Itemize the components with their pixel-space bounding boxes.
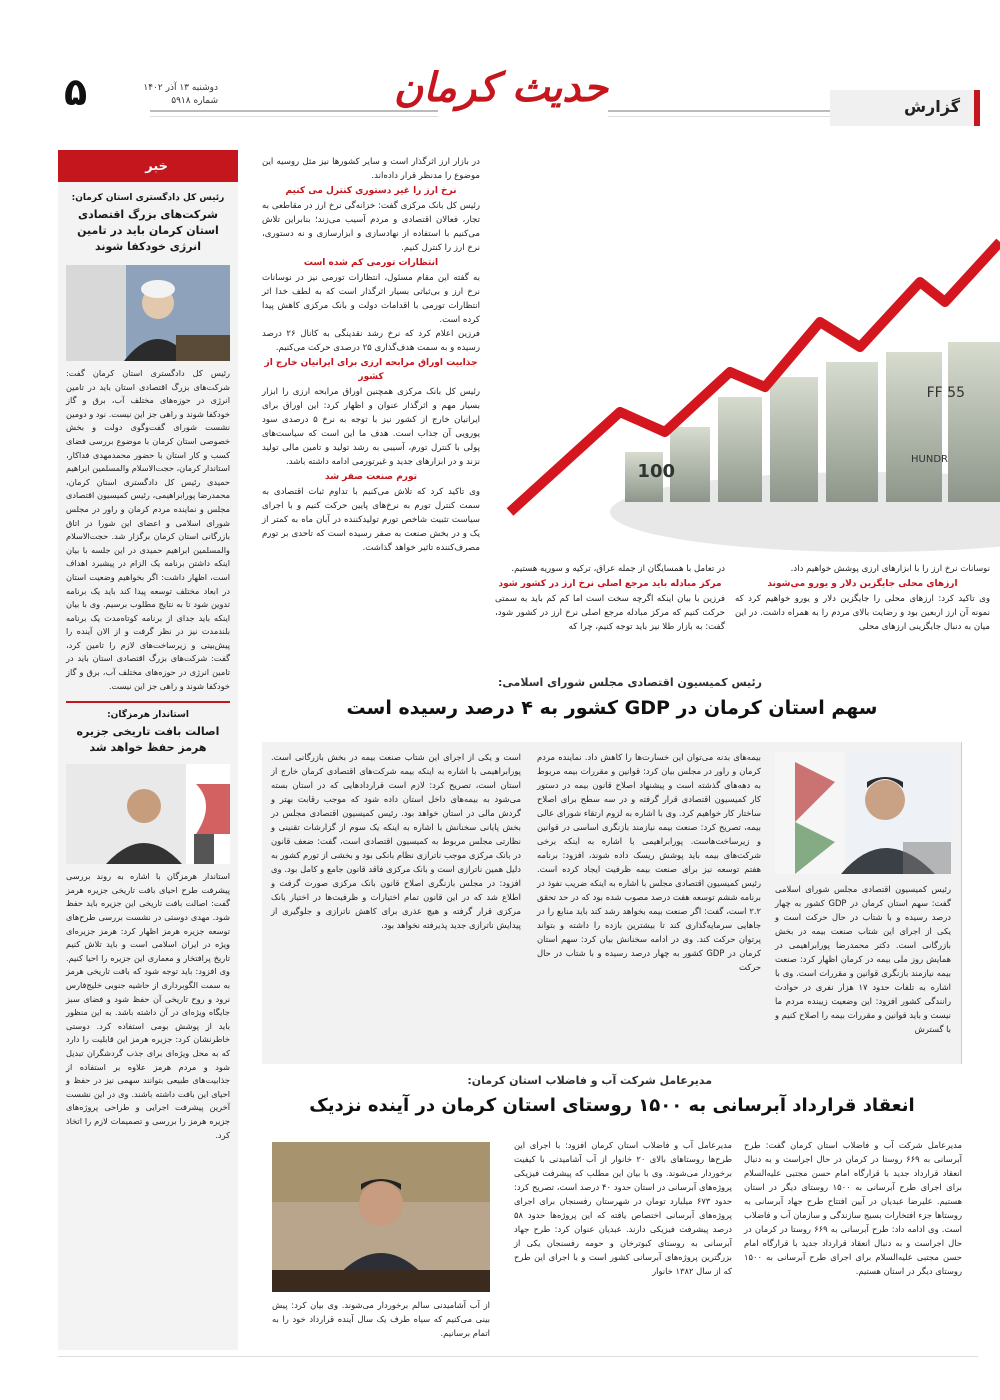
news2-title: اصالت بافت تاریخی جزیره هرمز حفظ خواهد شد: [76, 725, 220, 755]
currency-p-l4: فرزین اعلام کرد که نرخ رشد نقدینگی به کانال ۲۶ درصد رسیده و به سمت هدف‌گذاری ۲۵ درصدی حرکت می‌کنیم.: [262, 329, 480, 353]
news-label-bar: [58, 154, 238, 182]
bill-label-2: 100: [637, 461, 675, 482]
news1-photo: [66, 265, 230, 361]
rising-arrow-graphic: [490, 172, 1000, 552]
currency-p-mid2: فرزین با بیان اینکه اگرچه سخت است اما کم کم باید به سمتی حرکت کنیم که مرکز مبادله مرجع اصلی نرخ ارز در کشور شود، گفت: به بازار طلا نیز باید توجه کنیم، چرا که: [495, 594, 725, 632]
news-label: خبر: [145, 159, 168, 174]
page-number: ۵: [64, 70, 88, 114]
bill-label-3: HUNDR: [911, 454, 948, 465]
bill-stack-4: [770, 377, 818, 502]
currency-chart-photo: [490, 172, 1000, 552]
gdp-title: سهم استان کرمان در GDP کشور به ۴ درصد رسیده است: [346, 697, 878, 719]
logo-text: حدیث کرمان: [393, 64, 608, 111]
page-header: [0, 40, 1000, 140]
bill-stack-3: [718, 397, 762, 502]
date-block: [118, 82, 218, 108]
currency-h-bonds: جذابیت اوراق مرابحه ارزی برای ایرانیان خارج از کشور: [264, 358, 478, 382]
currency-p-l2: رئیس کل بانک مرکزی گفت: خزانه‌گی نرخ ارز در مقاطعی به تجار، فعالان اقتصادی و مردم آسیب می‌زند؛ بنابراین تلاش می‌کنیم با استفاده از نهادسازی و ابزارسازی و نه دستوری، نرخ ارز را کنترل کنیم.: [262, 201, 480, 253]
water-box: [262, 1138, 962, 1348]
currency-p-l6: وی تاکید کرد که تلاش می‌کنیم با تداوم ثبات اقتصادی به سمت کنترل تورم به نرخ‌های پایین حرکت کنیم و با اجرای سیاست تثبیت شاخص تورم تولیدکننده در آبان ماه به کمتر از یک و در بخش صنعت به صفر رسیده است که تاحدی بر تورم مصرف‌کننده تاثیر خواهد گذاشت.: [262, 487, 480, 553]
bill-stack-2: [670, 427, 710, 502]
bill-stack-7: [948, 342, 1000, 502]
gdp-col1: بیمه‌های بدنه می‌توان این خسارت‌ها را کاهش داد. نماینده مردم کرمان و راور در مجلس بیان کرد: قوانین و مقررات بیمه مربوط به دهه‌های گذشته است و پیشنهاد اصلاح قانون بیمه در دستور کار کمیسیون اقتصادی قرار گرفته و در سه سطح برای اصلاح ساختار کار خواهیم کرد. وی با اشاره به لزوم ارتقاء شورای عالی بیمه، تصریح کرد: صنعت بیمه نیازمند بازنگری اساسی در قوانین و زیرساخت‌هاست. پورابراهیمی با اشاره به اینکه برخی شرکت‌های بیمه باید پوشش ریسک داده شوند، افزود: برنامه هفتم توسعه نیز برای صنعت بیمه ظرفیت ایجاد کرده است. رئیس کمیسیون اقتصادی مجلس با اشاره به اینکه ضریب نفوذ در برنامه ششم توسعه هفت درصد مصوب شده بود که در حد تحقق ۲.۲ است، گفت: اگر صنعت بیمه بخواهد رشد کند باید منابع را در جاهایی سرمایه‌گذاری کند تا بیشترین بازده را داشته و بتواند پرتوان حرکت کند. وی در ادامه سخنانش بیان کرد: سهم استان کرمان در GDP کشور به چهار درصد رسیده و با شتاب در حال حرکت: [537, 752, 761, 972]
currency-h-local: ارزهای محلی جایگزین دلار و یورو می‌شوند: [767, 579, 958, 589]
water-portrait: [272, 1142, 490, 1292]
news2-kicker: استاندار هرمزگان:: [107, 710, 189, 721]
section-tab: [830, 90, 980, 126]
bill-stack-6: [886, 352, 942, 502]
bill-label-1: FF 55: [926, 385, 965, 401]
news2-body: استاندار هرمزگان با اشاره به روند بررسی پیشرفت طرح احیای بافت تاریخی جزیره هرمز گفت: اصالت بافت تاریخی این جزیره باید حفظ شود. مهدی دوستی در نشست بررسی طرح‌های توسعه جزیره هرمز اظهار کرد: هرمز جزیره‌ای ویژه در ایران اسلامی است و باید تلاش کنیم تاریخ پرافتخار و معماری این جزیره را احیا کنیم. وی افزود: باید توجه شود که بافت تاریخی هرمز به سمت الگوبرداری از حاشیه جنوبی خلیج‌فارس نرود و روح تاریخی آن حفظ شود و فضای سبز جایگاه ویژه‌ای در آن داشته باشد. به این منظور باید از پوشش بومی استفاده کرد. دوستی خاطرنشان کرد: جزیره هرمز این قابلیت را دارد که به محل ویژه‌ای برای جذب گردشگران تبدیل شود و مردم هرمز علاوه بر استفاده از جذابیت‌های طبیعی بتوانند سهمی نیز در حفظ و احیای این بافت داشته باشند. وی در این نشست آخرین پیشرفت اجرایی و طراحی پروژه‌های جزیره هرمز را بررسی و تصمیمات لازم را اتخاذ کرد.: [66, 871, 230, 1140]
news2-portrait: [66, 764, 230, 864]
currency-col-mid: [495, 562, 725, 634]
news1-title: شرکت‌های بزرگ اقتصادی استان کرمان باید در تامین انرژی خودکفا شوند: [77, 208, 219, 253]
currency-h-inf: انتظارات تورمی کم شده است: [303, 258, 439, 268]
gdp-box: [262, 742, 962, 1064]
news1-portrait: [66, 265, 230, 361]
water-kicker: مدیرعامل شرکت آب و فاضلاب استان کرمان:: [467, 1074, 712, 1087]
currency-p-l1: در بازار ارز اثرگذار است و سایر کشورها نیز مثل روسیه این موضوع را مدنظر قرار داده‌اند.: [262, 157, 480, 181]
water-title: انعقاد قرارداد آبرسانی به ۱۵۰۰ روستای استان کرمان در آینده نزدیک: [309, 1095, 915, 1116]
currency-p-right: نوسانات نرخ ارز را با ابزارهای ارزی پوشش خواهیم داد.: [790, 564, 990, 574]
gdp-col2: است و یکی از اجرای این شتاب صنعت بیمه در بخش بازرگانی است. پورابراهیمی با اشاره به اینکه بیمه شرکت‌های اقتصادی کرمان خارج از استان است، تصریح کرد: لازم است قراردادهایی که در استان بسته می‌شود به بیمه‌های داخل استان داده شود که موجب رقابت بهتر و گردش مالی در استان خواهد بود. رئیس کمیسیون اقتصادی مجلس در بخش پایانی سخنانش با اشاره به اینکه یک سوم از گزارشات تقنینی و نظارتی مجلس مربوط به کمیسیون اقتصادی است، گفت: ضعف قانون در بانک مرکزی موجب ناترازی نظام بانکی بود و بخشی از تورم کشور به دلیل همین ناترازی است و بانک مرکزی فاقد قانون جامع و کامل بود. وی افزود: در مجلس بازنگری اصلاح قانون بانک مرکزی صورت گرفت و اطلاع شد که در این قانون تمام اختیارات و ظرفیت‌ها در اختیار بانک مرکزی قرار گرفته و هیچ عذری برای کاهش ناترازی و جلوگیری از پیدایش ناترازی جدید پذیرفته نخواهد بود.: [271, 752, 521, 930]
water-col3: از آب آشامیدنی سالم برخوردار می‌شوند. وی بیان کرد: پیش بینی می‌کنیم که سیاه طرف یک سال آینده قرارداد خود را به اتمام برسانیم.: [272, 1300, 490, 1338]
news1-kicker: رئیس کل دادگستری استان کرمان:: [71, 193, 225, 203]
gdp-kicker: رئیس کمیسیون اقتصادی مجلس شورای اسلامی:: [498, 676, 762, 689]
news2-photo: [66, 764, 230, 864]
logo: [393, 52, 608, 124]
news1-body: رئیس کل دادگستری استان کرمان گفت: شرکت‌های بزرگ اقتصادی استان باید در تامین انرژی در حوزه‌های مختلف آب، برق و گاز خودکفا شوند و راهی جز این نیست. نود و دومین نشست شورای گفت‌وگوی دولت و بخش خصوصی استان کرمان با موضوع بررسی فضای کسب و کار استان با حضور محمدمهدی فداکار، استاندار کرمان، حجت‌الاسلام والمسلمین ابراهیم حمیدی رئیس کل دادگستری استان کرمان، محمدرضا پورابراهیمی، رئیس کمیسیون اقتصادی مجلس و نماینده مردم کرمان و راور در مجلس شورای اسلامی و اعضای این شورا در اتاق بازرگانی استان کرمان برگزار شد. حجت‌الاسلام والمسلمین ابراهیم حمیدی در این جلسه با بیان اینکه داشتن برنامه یک الزام در پیشبرد اهداف است، اظهار داشت: اگر بخواهیم وضعیت استان در ابعاد مختلف توسعه پیدا کند باید یک برنامه تدوین شود تا به نتایج مطلوب برسیم. وی با بیان اینکه باید جدای از برنامه کوتاه‌مدت یک برنامه بلندمدت نیز در نظر گرفت و از الان آینده را پیش‌بینی و زیرساخت‌های لازم را تامین کرد، گفت: شرکت‌های بزرگ اقتصادی استان باید در تامین انرژی در حوزه‌های مختلف آب، برق و گاز خودکفا شوند و راهی جز این نیست.: [66, 368, 230, 691]
currency-col-right: [735, 562, 990, 634]
water-photo: [272, 1142, 490, 1292]
bill-stack-5: [826, 362, 878, 502]
section-label: گزارش: [903, 97, 960, 116]
currency-col-left: [262, 155, 480, 555]
water-col2: مدیرعامل آب و فاضلاب استان کرمان افزود: با اجرای این طرح‌ها روستاهای بالای ۲۰ خانوار از آب آشامیدنی با کیفیت برخوردار می‌شوند. وی با بیان این مطلب که پیشرفت فیزیکی پروژه‌های آبرسانی در استان حدود ۴۰ درصد است، تصریح کرد: حدود ۶۷۳ میلیارد تومان در شهرستان رفسنجان برای اجرای پروژه‌های آبرسانی اختصاص یافته که این پروژه‌ها حدود ۵۸ درصد پیشرفت فیزیکی دارند. عبدیان عنوان کرد: طرح جهاد آبرسانی به روستای کبوترخان و حومه رفسنجان یکی از بزرگترین پروژه‌های آبرسانی کشور است و با اجرای این طرح که از سال ۱۳۸۲ خانوار: [514, 1140, 733, 1276]
gdp-portrait: [775, 752, 951, 874]
water-col1: مدیرعامل شرکت آب و فاضلاب استان کرمان گفت: طرح آبرسانی به ۶۶۹ روستا در کرمان در حال اجراست و به دنبال انعقاد قرارداد جدید با قرارگاه امام حسن مجتبی علیه‌السلام برای اجرای طرح آبرسانی به ۱۵۰۰ روستای دیگر در استان هستیم. علیرضا عبدیان در آیین افتتاح طرح جهاد آبرسانی به روستاها جزء افتخارات بسیج سازندگی و سازمان آب و فاضلاب است. وی ادامه داد: طرح آبرسانی به ۶۶۹ روستا در کرمان در حال اجراست و به دنبال انعقاد قرارداد جدید با قرارگاه امام حسن مجتبی علیه‌السلام برای اجرای طرح آبرسانی به ۱۵۰۰ روستای دیگر در استان هستیم.: [744, 1140, 962, 1276]
currency-h-ind: تورم صنعت صفر شد: [325, 472, 417, 482]
currency-h-dir: نرخ ارز را غیر دستوری کنترل می کنیم: [285, 186, 457, 196]
issue-date: دوشنبه ۱۳ آذر ۱۴۰۲: [143, 83, 218, 93]
gdp-caption: رئیس کمیسیون اقتصادی مجلس شورای اسلامی گفت: سهم استان کرمان در GDP کشور به چهار درصد رسیده و با شتاب در حال حرکت است و یکی از اجرای این شتاب صنعت بیمه در بخش بازرگانی است. دکتر محمدرضا پورابراهیمی در همایش روز ملی بیمه در کرمان اظهار کرد: صنعت بیمه نیازمند بازنگری قوانین و مقررات است. وی با اشاره به تلفات حدود ۱۷ هزار نفری در حوادث رانندگی کشور افزود: این وضعیت زیبنده مردم ما نیست و باید قوانین و مقررات بیمه را اصلاح کنیم و با گسترش: [775, 884, 951, 1034]
water-headline-block: [262, 1074, 962, 1116]
currency-h-center: مرکز مبادله باید مرجع اصلی نرخ ارز در کشور شود: [498, 579, 722, 589]
currency-p-local: وی تاکید کرد: ارزهای محلی را جایگزین دلار و یورو خواهیم کرد که نمونه آن ارز اربعین بود و رضایت بالای مردم را به همراه داشت. در این میان به دنبال جایگزینی ارزهای محلی: [735, 594, 990, 632]
page-bottom-rule: [58, 1356, 978, 1357]
currency-p-mid1: در تعامل با همسایگان از جمله عراق، ترکیه و سوریه هستیم.: [511, 564, 725, 574]
currency-p-l3: به گفته این مقام مسئول، انتظارات تورمی نیز در نوسانات نرخ ارز و بی‌ثباتی بسیار اثرگذار است که به لطف خدا اثر انتظارات تورمی با اقدامات دولت و بانک مرکزی کاهش پیدا کرده است.: [262, 273, 480, 325]
currency-p-l5: رئیس کل بانک مرکزی همچنین اوراق مرابحه ارزی را ابزار بسیار مهم و اثرگذار عنوان و اظهار کرد: این اوراق برای ایرانیان خارج از کشور نیز با توجه به نرخ ۵ درصدی سود یورویی آن جذاب است. هدف ما این است که سیاست‌های پولی با کنترل تورم، آسیبی به رشد تولید و تامین مالی تولید نزند و در ابزارهای جدید و غیرتورمی ادامه داشته باشد.: [262, 387, 481, 467]
gdp-headline-block: [262, 676, 962, 719]
gdp-photo: [775, 752, 951, 874]
news-column: [58, 150, 238, 1350]
issue-number: شماره ۵۹۱۸: [171, 96, 218, 106]
